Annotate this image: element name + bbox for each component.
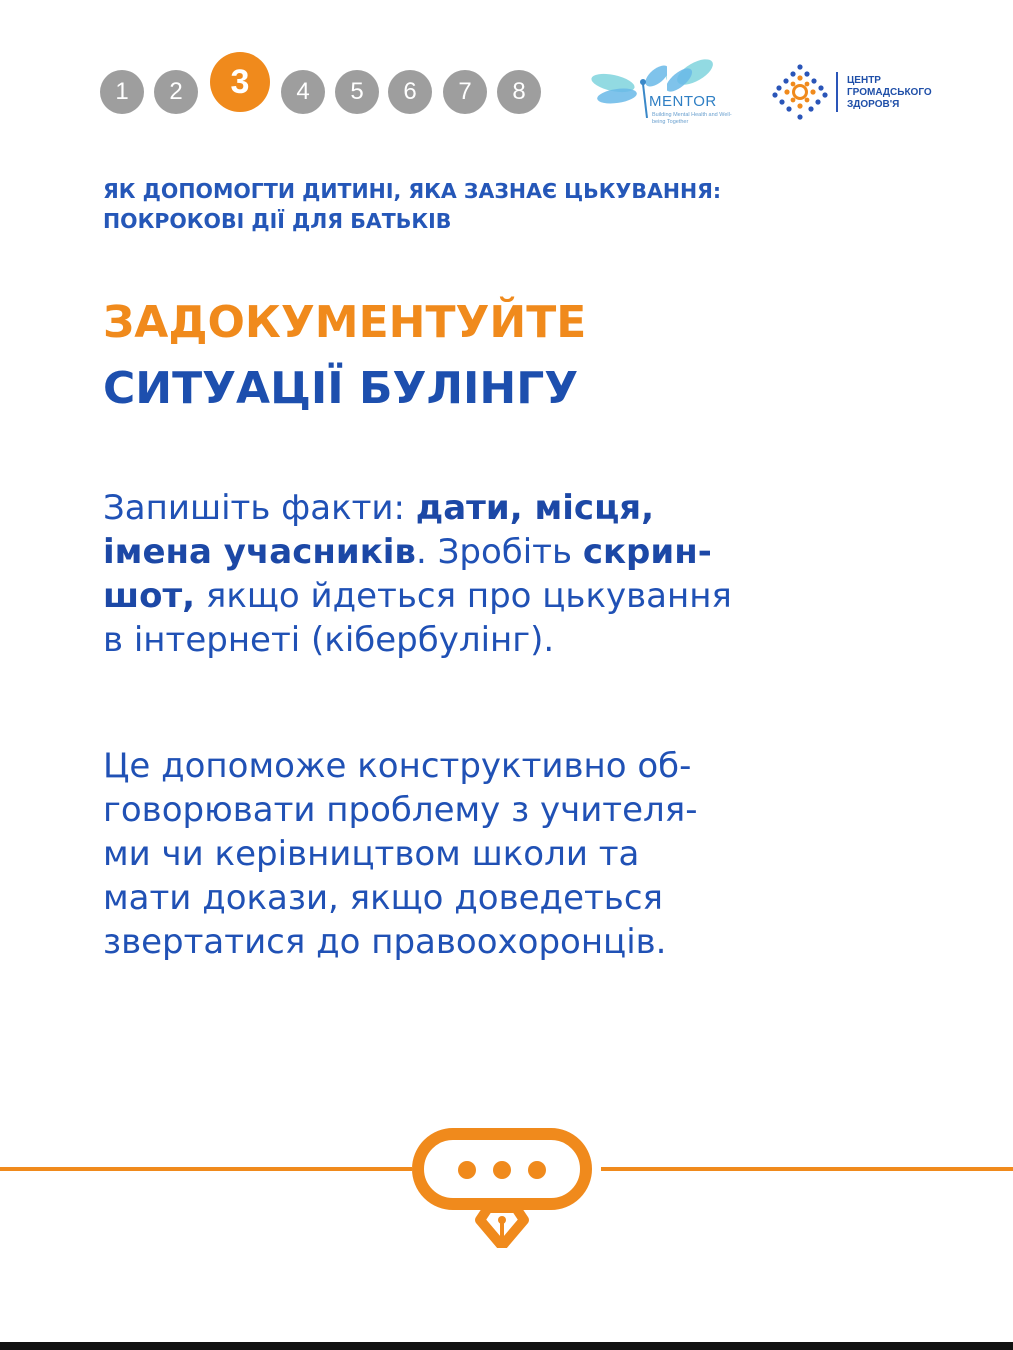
step-2[interactable]: 2 xyxy=(154,70,198,114)
step-6[interactable]: 6 xyxy=(388,70,432,114)
bold-text-run: імена учасників xyxy=(103,532,416,572)
bold-text-run: шот, xyxy=(103,576,196,616)
series-subtitle: ЯК ДОПОМОГТИ ДИТИНІ, ЯКА ЗАЗНАЄ ЦЬКУВАННЯ: ПОКРОКОВІ ДІЇ ДЛЯ БАТЬКІВ xyxy=(103,179,722,233)
dot-cross-emblem-icon xyxy=(770,62,830,122)
bold-text-run: скрин- xyxy=(582,532,712,572)
step-5[interactable]: 5 xyxy=(335,70,379,114)
title-line-2: СИТУАЦІЇ БУЛІНГУ xyxy=(103,363,579,414)
paragraph-line: ми чи керівництвом школи та xyxy=(103,834,640,874)
pen-speech-bubble-icon xyxy=(0,1128,1013,1248)
paragraph-line: звертатися до правоохоронців. xyxy=(103,922,667,962)
paragraph-line: мати докази, якщо доведеться xyxy=(103,878,663,918)
instruction-paragraph xyxy=(103,486,923,662)
public-health-center-logo xyxy=(770,62,950,126)
logo-divider xyxy=(836,72,838,112)
paragraph-line: Це допоможе конструктивно об- xyxy=(103,746,692,786)
public-health-center-name: ЦЕНТР ГРОМАДСЬКОГО ЗДОРОВ'Я xyxy=(847,75,932,110)
mentor-wordmark: MENTOR xyxy=(649,93,717,110)
mentor-tagline: Building Mental Health and Well-being Together xyxy=(652,112,732,125)
step-8[interactable]: 8 xyxy=(497,70,541,114)
step-7[interactable]: 7 xyxy=(443,70,487,114)
dragonfly-wing-icon xyxy=(667,58,717,98)
text-run: . Зробіть xyxy=(415,532,583,572)
footer-decoration xyxy=(0,1128,1013,1248)
paragraph-line xyxy=(103,530,923,574)
bold-text-run: дати, місця, xyxy=(415,488,655,528)
text-run: якщо йдеться про цькування xyxy=(195,576,732,616)
title-line-1: ЗАДОКУМЕНТУЙТЕ xyxy=(103,297,587,348)
bottom-edge xyxy=(0,1342,1013,1350)
step-4[interactable]: 4 xyxy=(281,70,325,114)
step-1[interactable]: 1 xyxy=(100,70,144,114)
page-title xyxy=(103,290,586,422)
paragraph-line xyxy=(103,486,923,530)
paragraph-line: говорювати проблему з учителя- xyxy=(103,790,698,830)
step-3-current[interactable]: 3 xyxy=(210,52,270,112)
paragraph-line: в інтернеті (кібербулінг). xyxy=(103,620,555,660)
mentor-logo xyxy=(587,58,737,130)
explanation-paragraph xyxy=(103,744,923,964)
paragraph-line xyxy=(103,574,923,618)
text-run: Запишіть факти: xyxy=(103,488,416,528)
